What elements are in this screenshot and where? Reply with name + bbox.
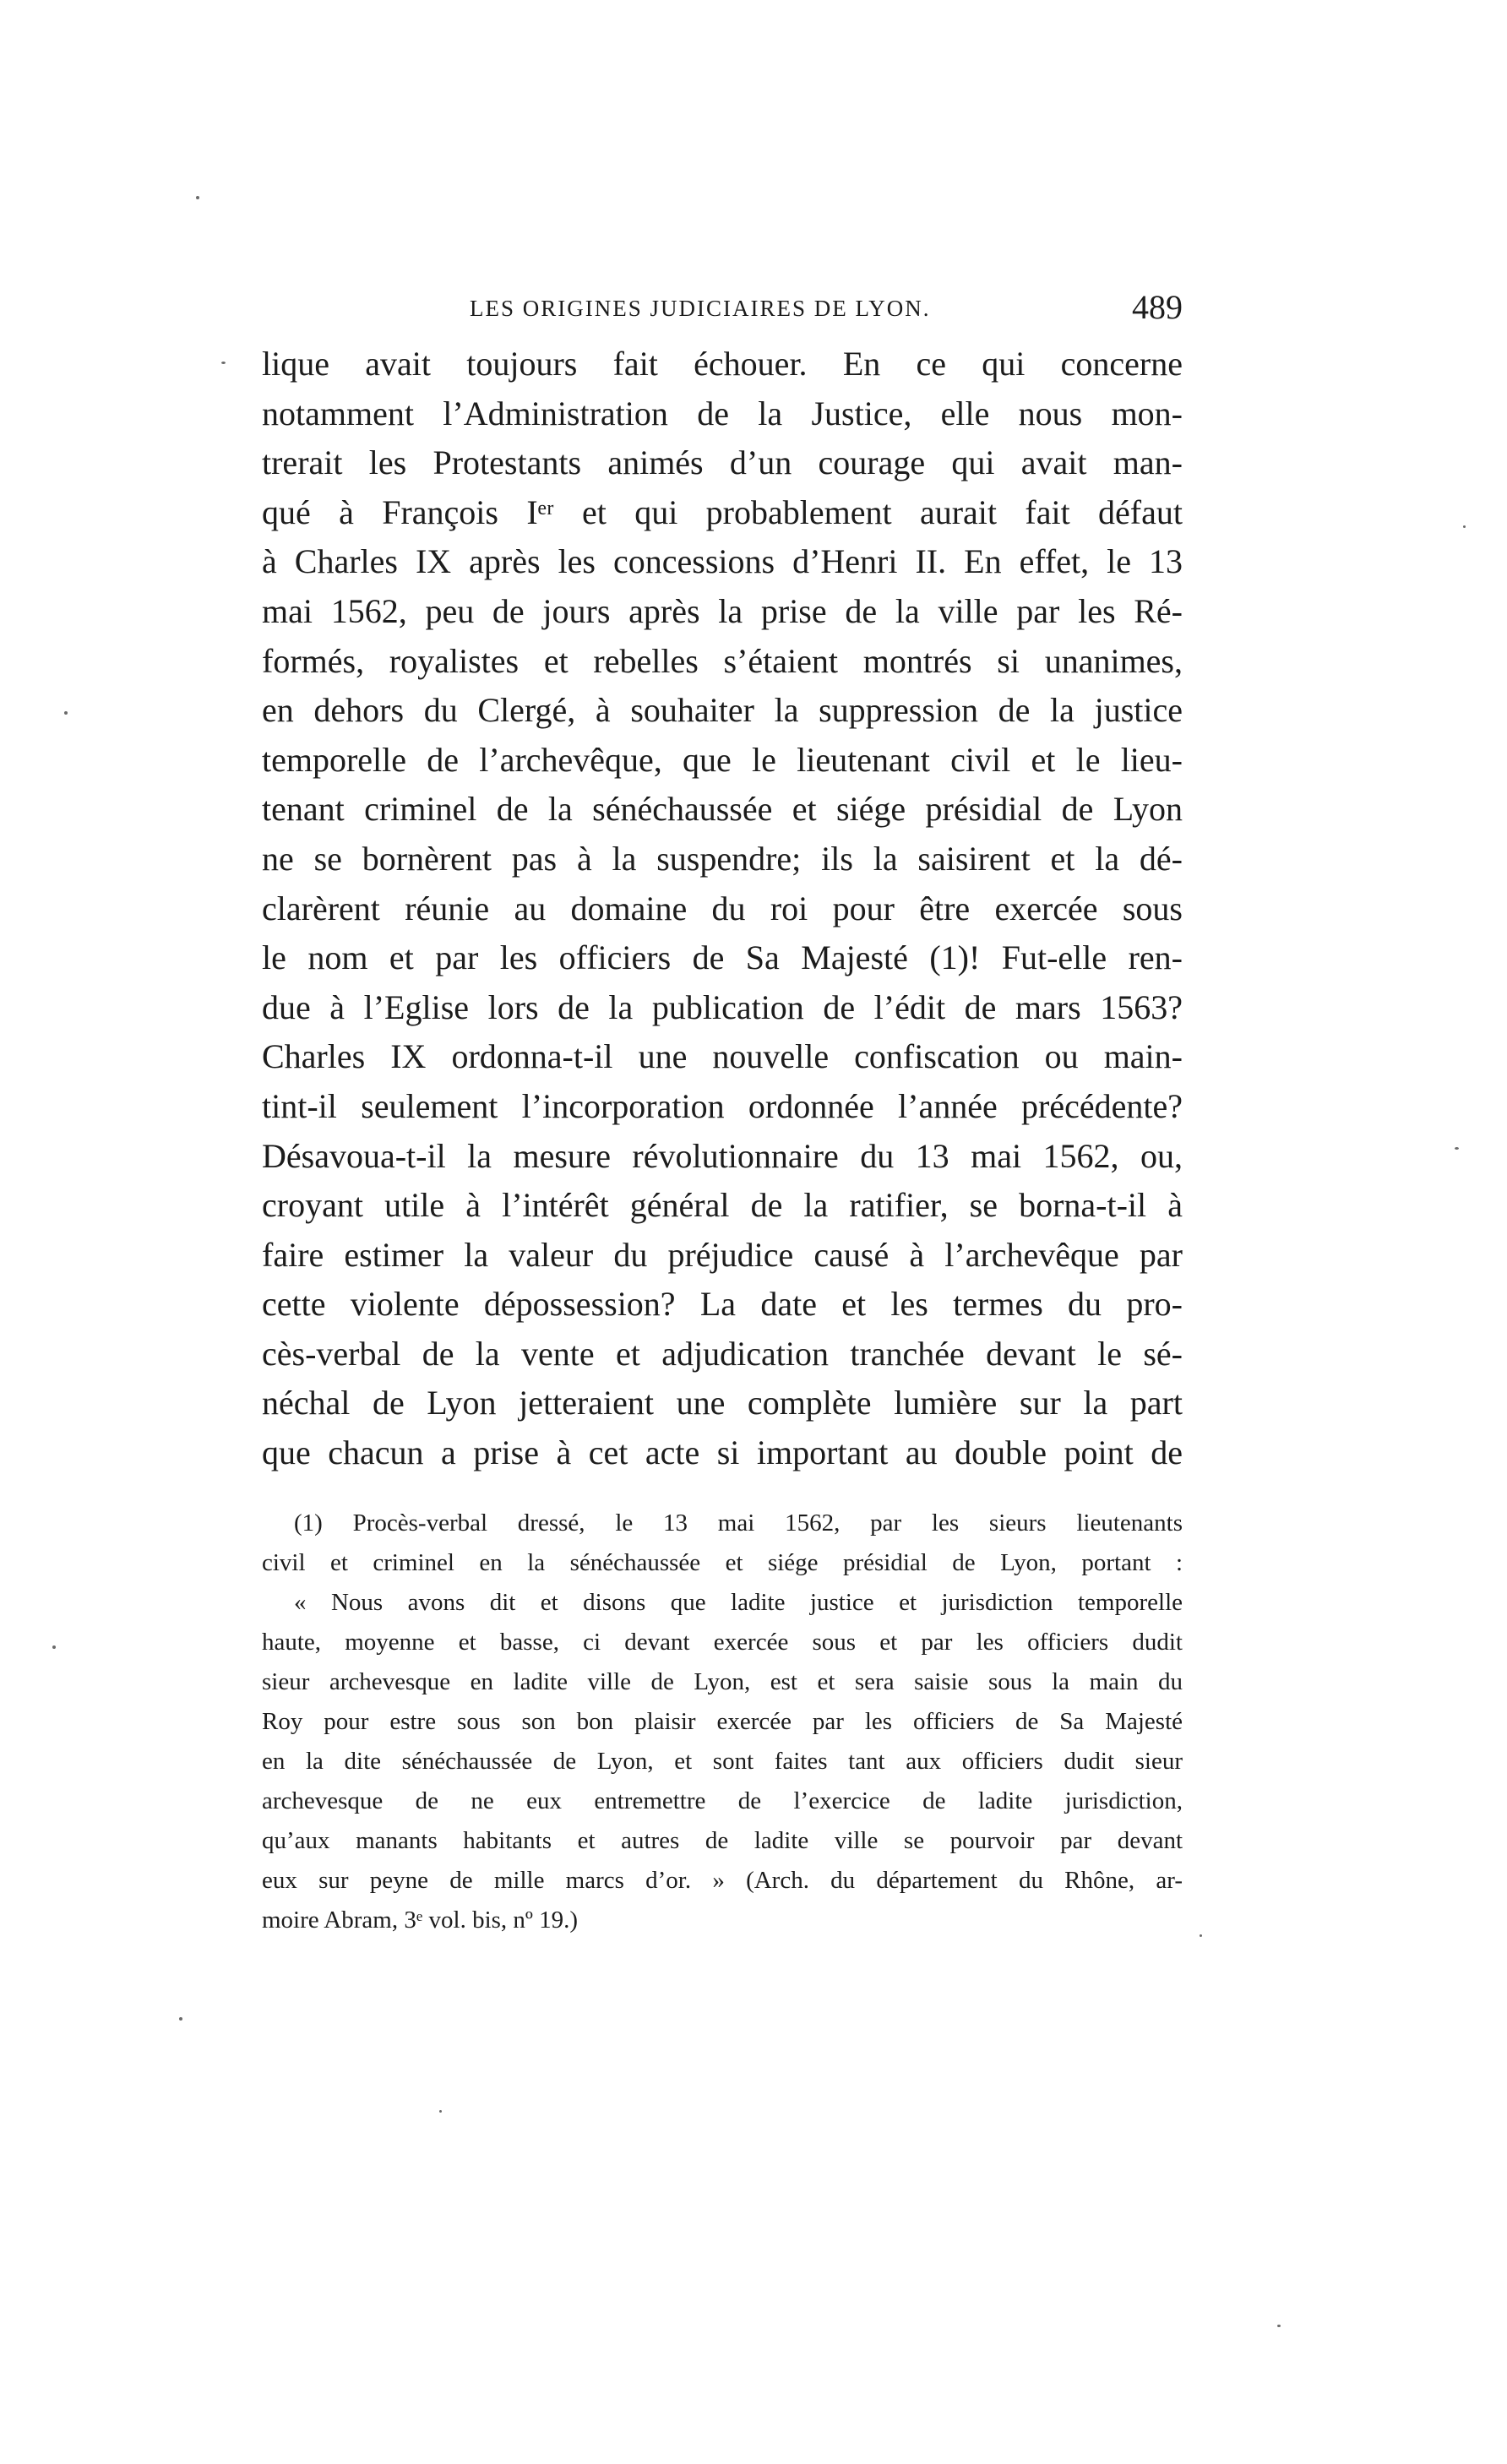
footnote-line: (1) Procès-verbal dressé, le 13 mai 1562, par les sieurs lieutenants (294, 1509, 1183, 1537)
paper-speck (196, 196, 199, 199)
paper-speck (1277, 2325, 1281, 2327)
text-line: cette violente dépossession? La date et les termes du pro- (262, 1285, 1183, 1324)
footnote-line: civil et criminel en la sénéchaussée et siége présidial de Lyon, portant : (262, 1549, 1183, 1576)
paper-speck (1200, 1934, 1202, 1937)
footnote-line: qu’aux manants habitants et autres de ladite ville se pourvoir par devant (262, 1827, 1183, 1854)
text-line: néchal de Lyon jetteraient une complète lumière sur la part (262, 1384, 1183, 1422)
text-line: temporelle de l’archevêque, que le lieutenant civil et le lieu- (262, 740, 1183, 779)
text-line: ne se bornèrent pas à la suspendre; ils la saisirent et la dé- (262, 839, 1183, 878)
text-line: tenant criminel de la sénéchaussée et siége présidial de Lyon (262, 790, 1183, 829)
paper-speck (221, 362, 226, 364)
text-line: en dehors du Clergé, à souhaiter la suppression de la justice (262, 691, 1183, 730)
text-line: cès-verbal de la vente et adjudication tranchée devant le sé- (262, 1334, 1183, 1373)
text-line: due à l’Eglise lors de la publication de l’édit de mars 1563? (262, 987, 1183, 1026)
text-line: lique avait toujours fait échouer. En ce qui concerne (262, 345, 1183, 383)
paper-speck (179, 2017, 182, 2021)
running-title: LES ORIGINES JUDICIAIRES DE LYON. (470, 296, 931, 321)
text-line: à Charles IX après les concessions d’Henri II. En effet, le 13 (262, 542, 1183, 581)
text-line: tint-il seulement l’incorporation ordonnée l’année précédente? (262, 1086, 1183, 1125)
footnote-line: sieur archevesque en ladite ville de Lyon, est et sera saisie sous la main du (262, 1668, 1183, 1695)
text-line: qué à François Iᵉʳ et qui probablement aurait fait défaut (262, 492, 1183, 531)
footnote-line: haute, moyenne et basse, ci devant exercée sous et par les officiers dudit (262, 1629, 1183, 1656)
footnote-line: archevesque de ne eux entremettre de l’exercice de ladite jurisdiction, (262, 1787, 1183, 1814)
text-line: formés, royalistes et rebelles s’étaient montrés si unanimes, (262, 641, 1183, 680)
text-line: Charles IX ordonna-t-il une nouvelle confiscation ou main- (262, 1037, 1183, 1076)
text-line: notamment l’Administration de la Justice, elle nous mon- (262, 394, 1183, 432)
text-line: Désavoua-t-il la mesure révolutionnaire du 13 mai 1562, ou, (262, 1136, 1183, 1175)
text-line: trerait les Protestants animés d’un courage qui avait man- (262, 443, 1183, 482)
paper-speck (64, 711, 68, 715)
paper-speck (439, 2110, 442, 2113)
footnote-line: eux sur peyne de mille marcs d’or. » (Arch. du département du Rhône, ar- (262, 1867, 1183, 1894)
text-line: faire estimer la valeur du préjudice causé à l’archevêque par (262, 1235, 1183, 1274)
text-line: le nom et par les officiers de Sa Majesté (1)! Fut-elle ren- (262, 938, 1183, 977)
paper-speck (52, 1645, 56, 1649)
footnote-line: « Nous avons dit et disons que ladite justice et jurisdiction temporelle (294, 1589, 1183, 1616)
footnotes (262, 1504, 1183, 1940)
paper-speck (1463, 525, 1466, 528)
text-line: clarèrent réunie au domaine du roi pour être exercée sous (262, 889, 1183, 927)
running-head (262, 284, 1183, 335)
body-text (262, 340, 1183, 1478)
page-number: 489 (1132, 288, 1183, 326)
footnote-line: en la dite sénéchaussée de Lyon, et sont faites tant aux officiers dudit sieur (262, 1748, 1183, 1775)
footnote-line: moire Abram, 3ᵉ vol. bis, nº 19.) (262, 1906, 579, 1934)
footnote-line: Roy pour estre sous son bon plaisir exercée par les officiers de Sa Majesté (262, 1708, 1183, 1735)
text-line: croyant utile à l’intérêt général de la ratifier, se borna-t-il à (262, 1186, 1183, 1225)
text-line: mai 1562, peu de jours après la prise de la ville par les Ré- (262, 591, 1183, 630)
text-line: que chacun a prise à cet acte si important au double point de (262, 1433, 1183, 1472)
paper-speck (1455, 1147, 1459, 1150)
